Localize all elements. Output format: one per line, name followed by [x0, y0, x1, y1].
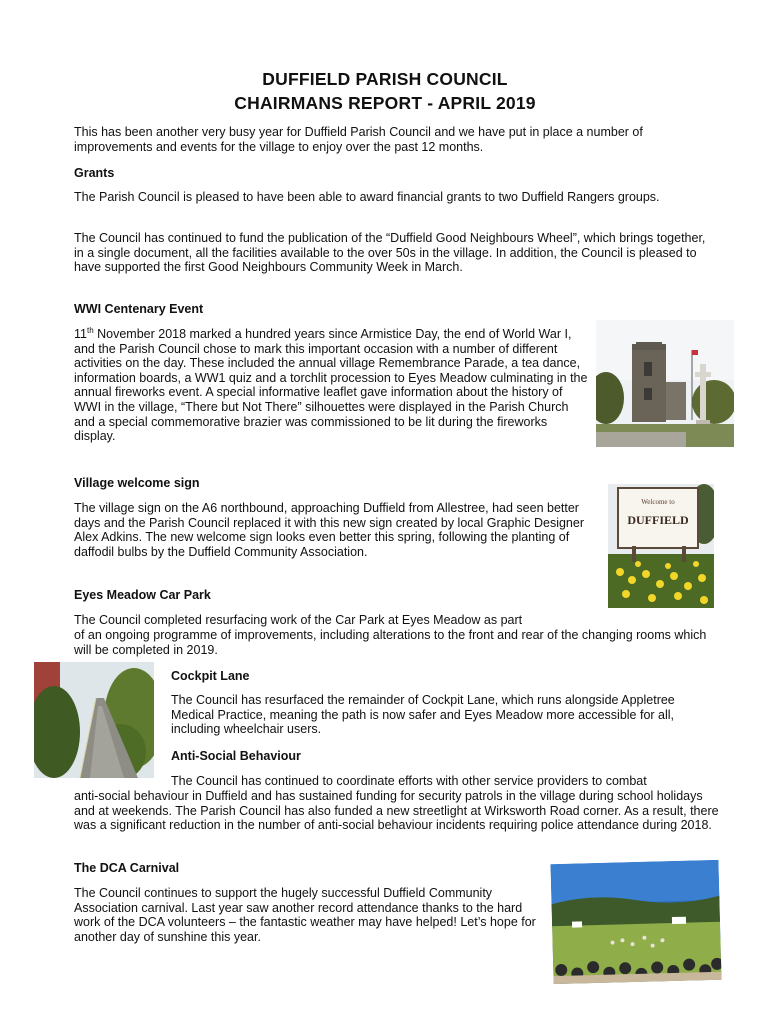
carnival-photo — [550, 860, 721, 984]
grants-heading: Grants — [74, 166, 115, 180]
sign-paragraph: The village sign on the A6 northbound, approaching Duffield from Allestree, had seen better days and the Parish Council replaced it with this new sign created by local Graphic Designer Alex Adkins. The new welcome sign looks even better this spring, following the planting of daffodil bulbs by the Duffield Community Association. — [74, 501, 584, 559]
carnival-heading: The DCA Carnival — [74, 861, 180, 875]
carpark-heading: Eyes Meadow Car Park — [74, 588, 211, 602]
document-title: DUFFIELD PARISH COUNCIL — [262, 69, 508, 89]
cockpit-heading: Cockpit Lane — [171, 669, 250, 683]
wwi-body: November 2018 marked a hundred years since Armistice Day, the end of World War I, and the Parish Council chose to mark this important occasion with a number of different activities on the day. These included the annual village Remembrance Parade, a tea dance, information boards, a WW1 quiz and a torchlit procession to Eyes Meadow culminating in the annual fireworks event. A special informative leaflet gave information about the history of WWI in the village, “There but Not There” silhouettes were displayed in the Parish Church and a special commemorative brazier was commissioned to be lit during the fireworks display. — [74, 327, 588, 444]
cockpit-lane-photo — [34, 662, 154, 778]
sign-small-text: Welcome to — [641, 498, 675, 506]
document-subtitle: CHAIRMANS REPORT - APRIL 2019 — [234, 93, 536, 113]
sign-heading: Village welcome sign — [74, 476, 200, 490]
asb-line-1: The Council has continued to coordinate efforts with other service providers to combat — [171, 774, 647, 788]
welcome-sign-photo — [608, 484, 714, 608]
sign-big-text: DUFFIELD — [627, 513, 689, 527]
wwi-day-suffix: th — [86, 326, 94, 335]
asb-paragraph: anti-social behaviour in Duffield and has sustained funding for security patrols in the village during school holidays and at weekends. The Parish Council has also funded a new streetlight at Wirksworth Road corner. As a result, there was a significant reduction in the number of anti-social behaviour incidents requiring police attendance during 2018. — [74, 789, 719, 833]
wwi-paragraph — [74, 327, 592, 444]
wwi-heading: WWI Centenary Event — [74, 302, 204, 316]
grants-paragraph-1: The Parish Council is pleased to have been able to award financial grants to two Duffield Rangers groups. — [74, 190, 660, 204]
carnival-paragraph: The Council continues to support the hugely successful Duffield Community Association carnival. Last year saw another record attendance thanks to the hard work of the DCA volunteers – the fantastic weather may have helped! Let’s hope for another day of sunshine this year. — [74, 886, 536, 944]
carpark-line-1: The Council completed resurfacing work of the Car Park at Eyes Meadow as part — [74, 613, 523, 627]
carpark-paragraph: of an ongoing programme of improvements, including alterations to the front and rear of the changing rooms which will be completed in 2019. — [74, 628, 707, 657]
war-memorial-photo — [596, 320, 734, 447]
grants-paragraph-2: The Council has continued to fund the publication of the “Duffield Good Neighbours Wheel”, which brings together, in a single document, all the facilities available to the over 50s in the village. In addition, the Council is pleased to have supported the first Good Neighbours Community Week in March. — [74, 231, 706, 275]
wwi-day: 11 — [74, 327, 87, 341]
cockpit-paragraph: The Council has resurfaced the remainder of Cockpit Lane, which runs alongside Appletree Medical Practice, meaning the path is now safer and Eyes Meadow more accessible for all, including wheelchair users. — [171, 693, 675, 737]
asb-heading: Anti-Social Behaviour — [171, 749, 301, 763]
intro-paragraph: This has been another very busy year for Duffield Parish Council and we have put in place a number of improvements and events for the village to enjoy over the past 12 months. — [74, 125, 643, 154]
